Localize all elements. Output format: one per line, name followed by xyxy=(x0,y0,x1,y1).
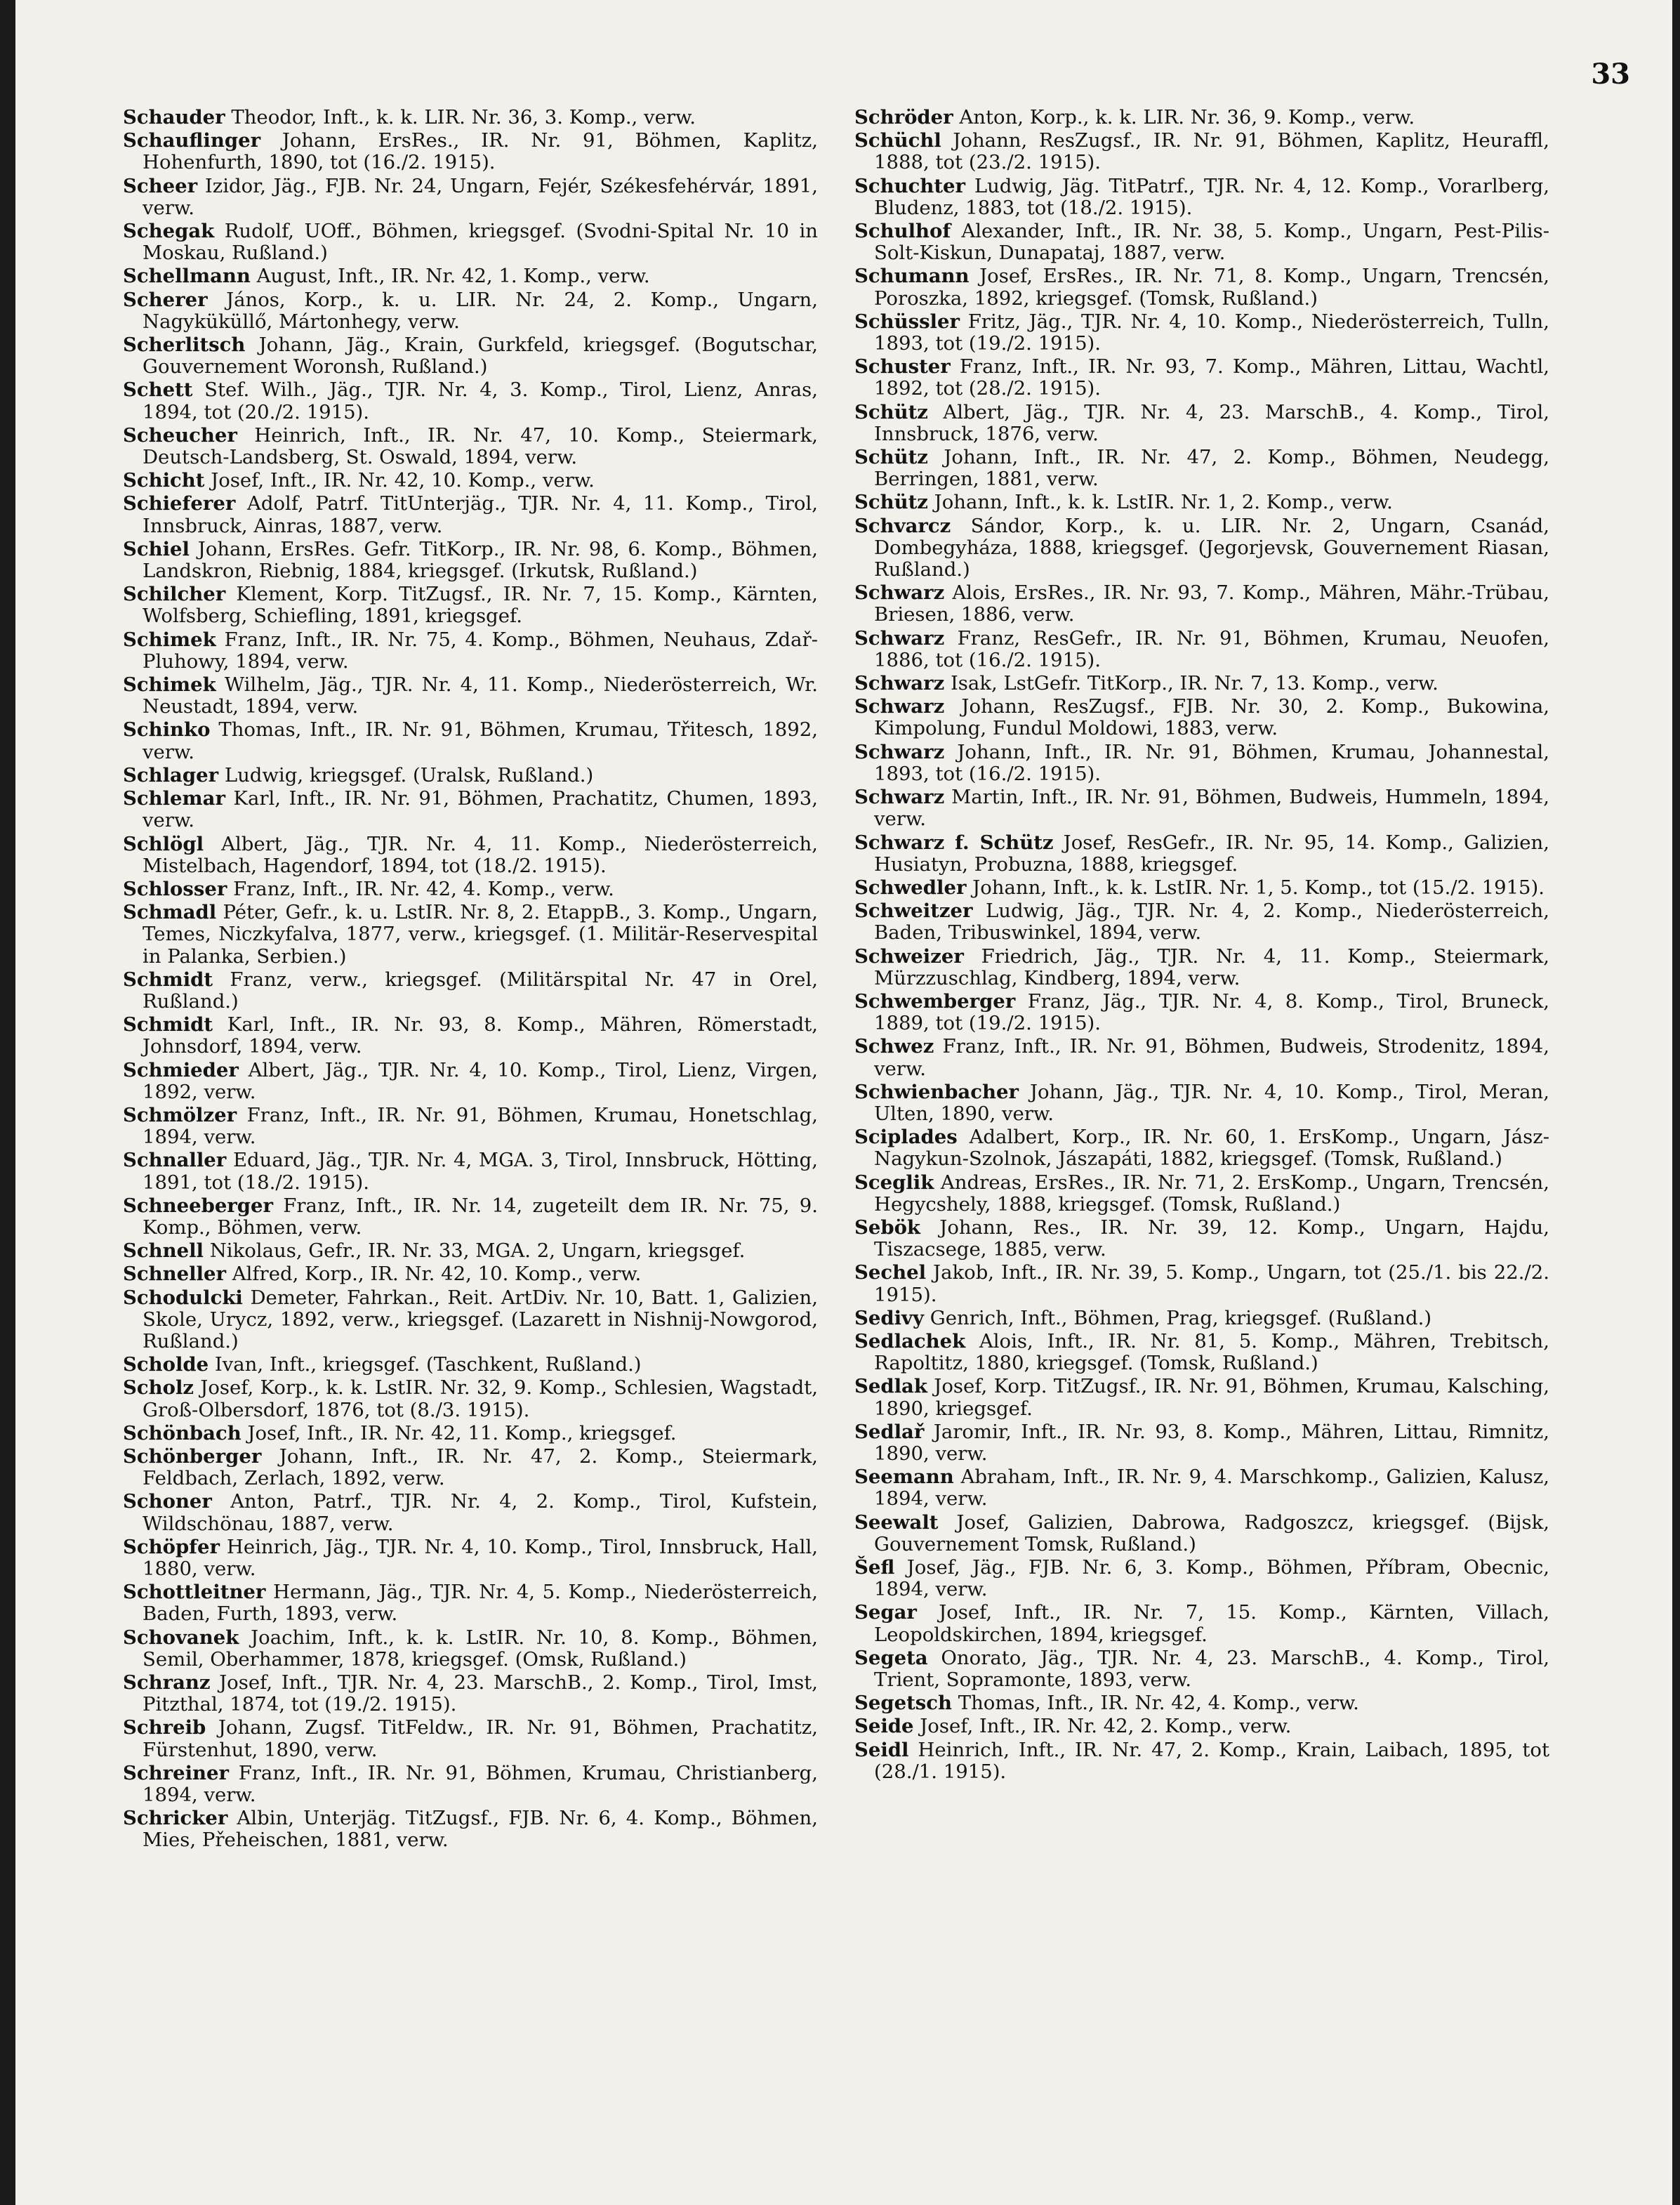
entry-surname: Schwarz xyxy=(854,626,945,650)
entry-surname: Schweitzer xyxy=(854,900,973,923)
register-entry xyxy=(854,130,1549,173)
register-entry xyxy=(123,379,818,423)
register-entry xyxy=(854,176,1549,219)
entry-details: Karl, Inft., IR. Nr. 91, Böhmen, Prachatitz, Chumen, 1893, verw. xyxy=(143,787,818,832)
entry-details: Demeter, Fahrkan., Reit. ArtDiv. Nr. 10, Batt. 1, Galizien, Skole, Urycz, 1892, verw., kriegsgef. (Lazarett in Nishnij-Nowgorod, Rußland.) xyxy=(143,1286,818,1352)
entry-surname: Sedivy xyxy=(854,1306,924,1329)
register-entry xyxy=(123,1377,818,1421)
entry-surname: Schwarz xyxy=(854,786,945,809)
entry-surname: Schütz xyxy=(854,400,928,423)
register-entry xyxy=(854,1557,1549,1600)
entry-details: Jaromir, Inft., IR. Nr. 93, 8. Komp., Mähren, Littau, Rimnitz, 1890, verw. xyxy=(874,1420,1549,1465)
register-entry xyxy=(854,582,1549,626)
entry-surname: Sciplades xyxy=(854,1126,958,1149)
entry-surname: Schimek xyxy=(123,628,216,651)
entry-details: Ludwig, Jäg., TJR. Nr. 4, 2. Komp., Niederösterreich, Baden, Tribuswinkel, 1894, verw. xyxy=(874,900,1549,944)
entry-surname: Schoner xyxy=(123,1490,212,1513)
entry-surname: Šefl xyxy=(854,1556,895,1579)
entry-details: Alois, Inft., IR. Nr. 81, 5. Komp., Mähren, Trebitsch, Rapoltitz, 1880, kriegsgef. (Tomsk, Rußland.) xyxy=(874,1329,1549,1375)
entry-surname: Schicht xyxy=(123,469,205,492)
entry-surname: Schuchter xyxy=(854,174,966,197)
register-entry xyxy=(854,877,1549,899)
entry-surname: Segeta xyxy=(854,1646,928,1669)
entry-details: Rudolf, UOff., Böhmen, kriegsgef. (Svodni-Spital Nr. 10 in Moskau, Rußland.) xyxy=(143,220,818,265)
entry-surname: Schneeberger xyxy=(123,1194,274,1217)
entry-details: Franz, Inft., IR. Nr. 91, Böhmen, Krumau, Honetschlag, 1894, verw. xyxy=(143,1103,818,1149)
entry-details: Adolf, Patrf. TitUnterjäg., TJR. Nr. 4, 11. Komp., Tirol, Innsbruck, Ainras, 1887, verw. xyxy=(143,492,818,537)
entry-surname: Schauflinger xyxy=(123,129,261,152)
register-entry xyxy=(123,425,818,468)
register-entry xyxy=(123,765,818,786)
entry-surname: Schegak xyxy=(123,220,215,243)
entry-details: Josef, Korp., k. k. LstIR. Nr. 32, 9. Komp., Schlesien, Wagstadt, Groß-Olbersdorf, 1876, tot (8./3. 1915). xyxy=(143,1376,818,1421)
register-entry xyxy=(123,1763,818,1806)
entry-surname: Schweizer xyxy=(854,944,964,968)
register-entry xyxy=(123,1150,818,1193)
entry-surname: Schwarz f. Schütz xyxy=(854,831,1054,854)
entry-surname: Schricker xyxy=(123,1807,228,1830)
entry-details: Alfred, Korp., IR. Nr. 42, 10. Komp., verw. xyxy=(225,1263,642,1286)
register-entry xyxy=(123,1446,818,1489)
register-entry xyxy=(854,447,1549,490)
entry-surname: Schumann xyxy=(854,265,970,288)
entry-details: Eduard, Jäg., TJR. Nr. 4, MGA. 3, Tirol, Innsbruck, Hötting, 1891, tot (18./2. 1915). xyxy=(143,1149,818,1194)
entry-details: Josef, Inft., TJR. Nr. 4, 23. MarschB., 2. Komp., Tirol, Imst, Pitzthal, 1874, tot (19./2. 1915). xyxy=(143,1671,818,1716)
entry-details: Josef, ErsRes., IR. Nr. 71, 8. Komp., Ungarn, Trencsén, Poroszka, 1892, kriegsgef. (Tomsk, Rußland.) xyxy=(874,265,1549,310)
register-entry xyxy=(123,1717,818,1760)
entry-details: Franz, ResGefr., IR. Nr. 91, Böhmen, Krumau, Neuofen, 1886, tot (16./2. 1915). xyxy=(874,626,1549,671)
register-entry xyxy=(123,1287,818,1353)
left-column xyxy=(123,107,818,1853)
register-entry xyxy=(123,902,818,968)
entry-surname: Seewalt xyxy=(854,1510,939,1534)
entry-surname: Schütz xyxy=(854,446,928,469)
entry-surname: Scheer xyxy=(123,174,198,197)
entry-details: Johann, Inft., IR. Nr. 47, 2. Komp., Böhmen, Neudegg, Berringen, 1881, verw. xyxy=(874,446,1549,491)
register-entry xyxy=(854,1262,1549,1305)
entry-details: Alois, ErsRes., IR. Nr. 93, 7. Komp., Mähren, Mähr.-Trübau, Briesen, 1886, verw. xyxy=(874,581,1549,626)
register-entry xyxy=(854,673,1549,695)
entry-surname: Seemann xyxy=(854,1466,954,1489)
entry-surname: Segetsch xyxy=(854,1692,953,1715)
entry-details: Martin, Inft., IR. Nr. 91, Böhmen, Budweis, Hummeln, 1894, verw. xyxy=(874,786,1549,831)
entry-surname: Schodulcki xyxy=(123,1286,243,1309)
entry-surname: Schett xyxy=(123,379,193,402)
register-entry xyxy=(854,1421,1549,1465)
entry-details: Josef, Jäg., FJB. Nr. 6, 3. Komp., Böhmen, Příbram, Obecnic, 1894, verw. xyxy=(874,1556,1549,1601)
entry-details: Johann, Jäg., Krain, Gurkfeld, kriegsgef. (Bogutschar, Gouvernement Woronsh, Rußland.) xyxy=(143,334,818,379)
entry-details: Franz, Inft., IR. Nr. 91, Böhmen, Krumau, Christianberg, 1894, verw. xyxy=(143,1761,818,1807)
entry-details: Stef. Wilh., Jäg., TJR. Nr. 4, 3. Komp., Tirol, Lienz, Anras, 1894, tot (20./2. 1915). xyxy=(143,379,818,423)
register-entry xyxy=(123,1423,818,1444)
document-page xyxy=(15,0,1672,2205)
page-number: 33 xyxy=(1591,58,1630,91)
entry-surname: Schöpfer xyxy=(123,1535,220,1558)
register-entry xyxy=(854,1331,1549,1374)
entry-details: Genrich, Inft., Böhmen, Prag, kriegsgef. (Rußland.) xyxy=(924,1306,1432,1329)
entry-details: Andreas, ErsRes., IR. Nr. 71, 2. ErsKomp., Ungarn, Trencsén, Hegycshely, 1888, kriegsgef. (Tomsk, Rußland.) xyxy=(874,1171,1549,1216)
entry-surname: Sedlař xyxy=(854,1420,925,1443)
register-entry xyxy=(123,1014,818,1058)
entry-surname: Schwarz xyxy=(854,740,945,763)
entry-details: Wilhelm, Jäg., TJR. Nr. 4, 11. Komp., Niederösterreich, Wr. Neustadt, 1894, verw. xyxy=(143,673,818,718)
entry-details: Johann, Zugsf. TitFeldw., IR. Nr. 91, Böhmen, Prachatitz, Fürstenhut, 1890, verw. xyxy=(143,1716,818,1761)
register-entry xyxy=(854,220,1549,264)
entry-surname: Schreib xyxy=(123,1716,206,1739)
entry-details: Ludwig, kriegsgef. (Uralsk, Rußland.) xyxy=(218,763,594,786)
entry-details: August, Inft., IR. Nr. 42, 1. Komp., verw. xyxy=(250,265,650,288)
entry-details: Adalbert, Korp., IR. Nr. 60, 1. ErsKomp., Ungarn, Jász-Nagykun-Szolnok, Jászapáti, 1882, kriegsgef. (Tomsk, Rußland.) xyxy=(874,1126,1549,1171)
entry-details: Anton, Korp., k. k. LIR. Nr. 36, 9. Komp., verw. xyxy=(953,106,1415,129)
register-entry xyxy=(123,176,818,219)
entry-surname: Schwedler xyxy=(854,876,967,899)
entry-surname: Schneller xyxy=(123,1263,226,1286)
register-entry xyxy=(123,1240,818,1262)
register-entry xyxy=(854,1716,1549,1737)
register-entry xyxy=(123,1060,818,1103)
entry-details: Albert, Jäg., TJR. Nr. 4, 23. MarschB., 4. Komp., Tirol, Innsbruck, 1876, verw. xyxy=(874,400,1549,445)
register-entry xyxy=(854,900,1549,944)
entry-details: Franz, Inft., IR. Nr. 93, 7. Komp., Mähren, Littau, Wachtl, 1892, tot (28./2. 1915). xyxy=(874,355,1549,400)
entry-surname: Schottleitner xyxy=(123,1581,266,1604)
entry-details: Sándor, Korp., k. u. LIR. Nr. 2, Ungarn, Csanád, Dombegyháza, 1888, kriegsgef. (Jegorjevsk, Gouvernement Riasan, Rußland.) xyxy=(874,514,1549,581)
entry-surname: Scholz xyxy=(123,1376,194,1400)
entry-surname: Schmieder xyxy=(123,1058,239,1081)
register-entry xyxy=(123,1491,818,1534)
register-entry xyxy=(854,946,1549,989)
entry-surname: Schovanek xyxy=(123,1626,239,1649)
entry-details: Nikolaus, Gefr., IR. Nr. 33, MGA. 2, Ungarn, kriegsgef. xyxy=(203,1239,746,1263)
register-entry xyxy=(123,539,818,582)
register-entry xyxy=(854,311,1549,355)
entry-details: Josef, Inft., IR. Nr. 7, 15. Komp., Kärnten, Villach, Leopoldskirchen, 1894, kriegsgef. xyxy=(874,1601,1549,1646)
entry-surname: Schimek xyxy=(123,673,216,697)
entry-surname: Scheucher xyxy=(123,423,237,447)
register-entry xyxy=(123,265,818,287)
register-entry xyxy=(854,1036,1549,1079)
entry-surname: Schlemar xyxy=(123,787,225,810)
entry-surname: Schnaller xyxy=(123,1149,227,1172)
register-entry xyxy=(854,1512,1549,1555)
register-entry xyxy=(123,788,818,831)
register-entry xyxy=(123,107,818,129)
register-entry xyxy=(854,832,1549,876)
register-entry xyxy=(854,742,1549,785)
entry-details: Izidor, Jäg., FJB. Nr. 24, Ungarn, Fejér, Székesfehérvár, 1891, verw. xyxy=(143,174,818,219)
entry-surname: Schvarcz xyxy=(854,514,951,537)
register-entry xyxy=(854,492,1549,513)
entry-surname: Scherlitsch xyxy=(123,334,246,357)
register-entry xyxy=(123,1105,818,1148)
entry-details: Franz, Jäg., TJR. Nr. 4, 8. Komp., Tirol, Bruneck, 1889, tot (19./2. 1915). xyxy=(874,989,1549,1035)
register-entry xyxy=(123,969,818,1013)
entry-surname: Schönbach xyxy=(123,1421,242,1444)
entry-surname: Seidl xyxy=(854,1738,909,1761)
entry-surname: Schlager xyxy=(123,763,219,786)
entry-details: Franz, Inft., IR. Nr. 42, 4. Komp., verw. xyxy=(227,877,614,900)
entry-surname: Schwienbacher xyxy=(854,1080,1019,1103)
entry-surname: Schauder xyxy=(123,106,225,129)
entry-details: Anton, Patrf., TJR. Nr. 4, 2. Komp., Tirol, Kufstein, Wildschönau, 1887, verw. xyxy=(143,1490,818,1535)
entry-details: Friedrich, Jäg., TJR. Nr. 4, 11. Komp., Steiermark, Mürzzuschlag, Kindberg, 1894, verw. xyxy=(874,944,1549,989)
entry-surname: Sechel xyxy=(854,1261,927,1284)
entry-surname: Schulhof xyxy=(854,220,951,243)
entry-surname: Segar xyxy=(854,1601,917,1624)
entry-details: Theodor, Inft., k. k. LIR. Nr. 36, 3. Komp., verw. xyxy=(225,106,696,129)
entry-surname: Schwarz xyxy=(854,672,945,695)
register-entry xyxy=(123,1627,818,1671)
register-entry xyxy=(854,696,1549,739)
register-entry xyxy=(123,674,818,718)
entry-surname: Schellmann xyxy=(123,265,251,288)
entry-surname: Schröder xyxy=(854,106,953,129)
entry-details: Franz, verw., kriegsgef. (Militärspital Nr. 47 in Orel, Rußland.) xyxy=(143,968,818,1013)
register-entry xyxy=(854,1739,1549,1783)
register-entry xyxy=(123,1354,818,1376)
register-entry xyxy=(854,1172,1549,1216)
register-entry xyxy=(123,493,818,537)
register-entry xyxy=(123,584,818,627)
entry-details: Josef, ResGefr., IR. Nr. 95, 14. Komp., Galizien, Husiatyn, Probuzna, 1888, kriegsgef. xyxy=(874,831,1549,876)
entry-details: Franz, Inft., IR. Nr. 75, 4. Komp., Böhmen, Neuhaus, Zdař-Pluhowy, 1894, verw. xyxy=(143,628,818,673)
entry-details: Johann, Inft., k. k. LstIR. Nr. 1, 2. Komp., verw. xyxy=(927,491,1393,514)
entry-details: Joachim, Inft., k. k. LstIR. Nr. 10, 8. Komp., Böhmen, Semil, Oberhammer, 1878, kriegsgef. (Omsk, Rußland.) xyxy=(143,1626,818,1671)
entry-surname: Schieferer xyxy=(123,492,236,515)
entry-surname: Schüssler xyxy=(854,310,960,333)
entry-surname: Schnell xyxy=(123,1239,204,1263)
entry-surname: Scholde xyxy=(123,1353,209,1376)
register-entry xyxy=(854,107,1549,129)
entry-details: Heinrich, Inft., IR. Nr. 47, 10. Komp., Steiermark, Deutsch-Landsberg, St. Oswald, 1894, verw. xyxy=(143,423,818,469)
register-entry xyxy=(854,356,1549,400)
register-entry xyxy=(123,334,818,378)
register-entry xyxy=(854,402,1549,445)
entry-surname: Schlögl xyxy=(123,832,204,855)
entry-surname: Schwemberger xyxy=(854,989,1016,1013)
register-entry xyxy=(123,470,818,492)
entry-surname: Schwarz xyxy=(854,695,945,718)
entry-surname: Schwez xyxy=(854,1035,934,1058)
entry-surname: Sedlak xyxy=(854,1375,927,1398)
entry-details: Onorato, Jäg., TJR. Nr. 4, 23. MarschB., 4. Komp., Tirol, Trient, Sopramonte, 1893, verw. xyxy=(874,1646,1549,1692)
register-entry xyxy=(854,1081,1549,1125)
entry-surname: Schmadl xyxy=(123,901,217,924)
entry-details: Johann, Inft., IR. Nr. 47, 2. Komp., Steiermark, Feldbach, Zerlach, 1892, verw. xyxy=(143,1444,818,1490)
entry-details: Franz, Inft., IR. Nr. 14, zugeteilt dem IR. Nr. 75, 9. Komp., Böhmen, verw. xyxy=(143,1194,818,1239)
entry-surname: Schwarz xyxy=(854,581,945,605)
entry-details: Josef, Inft., IR. Nr. 42, 10. Komp., verw. xyxy=(204,469,595,492)
right-column xyxy=(854,107,1549,1784)
register-entry xyxy=(123,1195,818,1239)
entry-details: Abraham, Inft., IR. Nr. 9, 4. Marschkomp., Galizien, Kalusz, 1894, verw. xyxy=(874,1466,1549,1510)
entry-details: Heinrich, Inft., IR. Nr. 47, 2. Komp., Krain, Laibach, 1895, tot (28./1. 1915). xyxy=(874,1738,1549,1783)
register-entry xyxy=(854,1692,1549,1714)
entry-details: Ludwig, Jäg. TitPatrf., TJR. Nr. 4, 12. Komp., Vorarlberg, Bludenz, 1883, tot (18./2. 1915). xyxy=(874,174,1549,219)
entry-surname: Seide xyxy=(854,1715,914,1738)
entry-details: Josef, Galizien, Dabrowa, Radgoszcz, kriegsgef. (Bijsk, Gouvernement Tomsk, Rußland.) xyxy=(874,1510,1549,1555)
entry-details: Klement, Korp. TitZugsf., IR. Nr. 7, 15. Komp., Kärnten, Wolfsberg, Schiefling, 1891, kriegsgef. xyxy=(143,583,818,628)
entry-details: Albin, Unterjäg. TitZugsf., FJB. Nr. 6, 4. Komp., Böhmen, Mies, Přeheischen, 1881, verw. xyxy=(143,1807,818,1852)
register-entry xyxy=(123,220,818,264)
entry-details: Johann, Jäg., TJR. Nr. 4, 10. Komp., Tirol, Meran, Ulten, 1890, verw. xyxy=(874,1080,1549,1125)
register-entry xyxy=(854,1376,1549,1419)
register-entry xyxy=(123,719,818,763)
entry-details: Albert, Jäg., TJR. Nr. 4, 10. Komp., Tirol, Lienz, Virgen, 1892, verw. xyxy=(143,1058,818,1103)
entry-details: Ivan, Inft., kriegsgef. (Taschkent, Rußland.) xyxy=(209,1353,642,1376)
entry-details: Johann, Res., IR. Nr. 39, 12. Komp., Ungarn, Hajdu, Tiszacsege, 1885, verw. xyxy=(874,1216,1549,1261)
register-entry xyxy=(123,130,818,173)
entry-details: Heinrich, Jäg., TJR. Nr. 4, 10. Komp., Tirol, Innsbruck, Hall, 1880, verw. xyxy=(143,1535,818,1580)
entry-surname: Scherer xyxy=(123,288,208,311)
register-entry xyxy=(854,1126,1549,1170)
entry-surname: Sceglik xyxy=(854,1171,934,1194)
entry-surname: Sedlachek xyxy=(854,1329,966,1352)
register-entry xyxy=(854,1466,1549,1510)
register-entry xyxy=(854,786,1549,830)
register-entry xyxy=(123,834,818,877)
entry-surname: Schmölzer xyxy=(123,1103,237,1126)
register-entry xyxy=(854,991,1549,1034)
register-entry xyxy=(854,628,1549,671)
entry-surname: Schönberger xyxy=(123,1444,262,1468)
entry-details: János, Korp., k. u. LIR. Nr. 24, 2. Komp., Ungarn, Nagyküküllő, Mártonhegy, verw. xyxy=(143,288,818,333)
entry-surname: Schmidt xyxy=(123,968,213,991)
entry-details: Péter, Gefr., k. u. LstIR. Nr. 8, 2. EtappB., 3. Komp., Ungarn, Temes, Niczkyfalva, 1877, verw., kriegsgef. (1. Militär-Reservespital in Palanka, Serbien.) xyxy=(143,901,818,968)
entry-details: Johann, ResZugsf., FJB. Nr. 30, 2. Komp., Bukowina, Kimpolung, Fundul Moldowi, 1883, verw. xyxy=(874,695,1549,740)
entry-details: Hermann, Jäg., TJR. Nr. 4, 5. Komp., Niederösterreich, Baden, Furth, 1893, verw. xyxy=(143,1581,818,1626)
register-entry xyxy=(854,1308,1549,1329)
entry-surname: Schranz xyxy=(123,1671,211,1694)
entry-details: Josef, Korp. TitZugsf., IR. Nr. 91, Böhmen, Krumau, Kalsching, 1890, kriegsgef. xyxy=(874,1375,1549,1420)
register-entry xyxy=(123,629,818,673)
entry-surname: Schilcher xyxy=(123,583,226,606)
entry-details: Thomas, Inft., IR. Nr. 42, 4. Komp., verw. xyxy=(952,1692,1359,1715)
register-entry xyxy=(854,265,1549,309)
register-entry xyxy=(854,515,1549,581)
register-entry xyxy=(123,1808,818,1851)
register-entry xyxy=(123,289,818,333)
entry-surname: Schlosser xyxy=(123,877,227,900)
entry-details: Johann, Inft., IR. Nr. 91, Böhmen, Krumau, Johannestal, 1893, tot (16./2. 1915). xyxy=(874,740,1549,785)
entry-surname: Sebök xyxy=(854,1216,920,1239)
entry-details: Johann, ErsRes. Gefr. TitKorp., IR. Nr. 98, 6. Komp., Böhmen, Landskron, Riebnig, 1884, kriegsgef. (Irkutsk, Rußland.) xyxy=(143,537,818,583)
entry-details: Johann, ErsRes., IR. Nr. 91, Böhmen, Kaplitz, Hohenfurth, 1890, tot (16./2. 1915). xyxy=(143,129,818,174)
entry-surname: Schmidt xyxy=(123,1013,213,1036)
entry-details: Josef, Inft., IR. Nr. 42, 2. Komp., verw. xyxy=(913,1715,1292,1738)
entry-details: Josef, Inft., IR. Nr. 42, 11. Komp., kriegsgef. xyxy=(241,1421,677,1444)
entry-surname: Schütz xyxy=(854,491,928,514)
register-entry xyxy=(123,878,818,900)
register-entry xyxy=(123,1263,818,1285)
register-entry xyxy=(854,1217,1549,1261)
entry-details: Isak, LstGefr. TitKorp., IR. Nr. 7, 13. Komp., verw. xyxy=(944,672,1438,695)
entry-details: Johann, Inft., k. k. LstIR. Nr. 1, 5. Komp., tot (15./2. 1915). xyxy=(966,876,1545,899)
register-entry xyxy=(854,1647,1549,1691)
entry-surname: Schuster xyxy=(854,355,951,379)
register-entry xyxy=(123,1536,818,1580)
entry-surname: Schiel xyxy=(123,537,190,560)
entry-surname: Schüchl xyxy=(854,129,941,152)
entry-surname: Schinko xyxy=(123,718,211,742)
entry-details: Johann, ResZugsf., IR. Nr. 91, Böhmen, Kaplitz, Heuraffl, 1888, tot (23./2. 1915). xyxy=(874,129,1549,174)
entry-details: Fritz, Jäg., TJR. Nr. 4, 10. Komp., Niederösterreich, Tulln, 1893, tot (19./2. 1915). xyxy=(874,310,1549,355)
entry-surname: Schreiner xyxy=(123,1761,230,1784)
entry-details: Jakob, Inft., IR. Nr. 39, 5. Komp., Ungarn, tot (25./1. bis 22./2. 1915). xyxy=(874,1261,1549,1306)
entry-details: Thomas, Inft., IR. Nr. 91, Böhmen, Krumau, Třitesch, 1892, verw. xyxy=(143,718,818,763)
entry-details: Franz, Inft., IR. Nr. 91, Böhmen, Budweis, Strodenitz, 1894, verw. xyxy=(874,1035,1549,1080)
register-entry xyxy=(123,1672,818,1716)
register-entry xyxy=(854,1602,1549,1645)
entry-details: Alexander, Inft., IR. Nr. 38, 5. Komp., Ungarn, Pest-Pilis-Solt-Kiskun, Dunapataj, 1887, verw. xyxy=(874,220,1549,265)
entry-details: Karl, Inft., IR. Nr. 93, 8. Komp., Mähren, Römerstadt, Johnsdorf, 1894, verw. xyxy=(143,1013,818,1058)
register-entry xyxy=(123,1581,818,1625)
entry-details: Albert, Jäg., TJR. Nr. 4, 11. Komp., Niederösterreich, Mistelbach, Hagendorf, 1894, tot (18./2. 1915). xyxy=(143,832,818,877)
